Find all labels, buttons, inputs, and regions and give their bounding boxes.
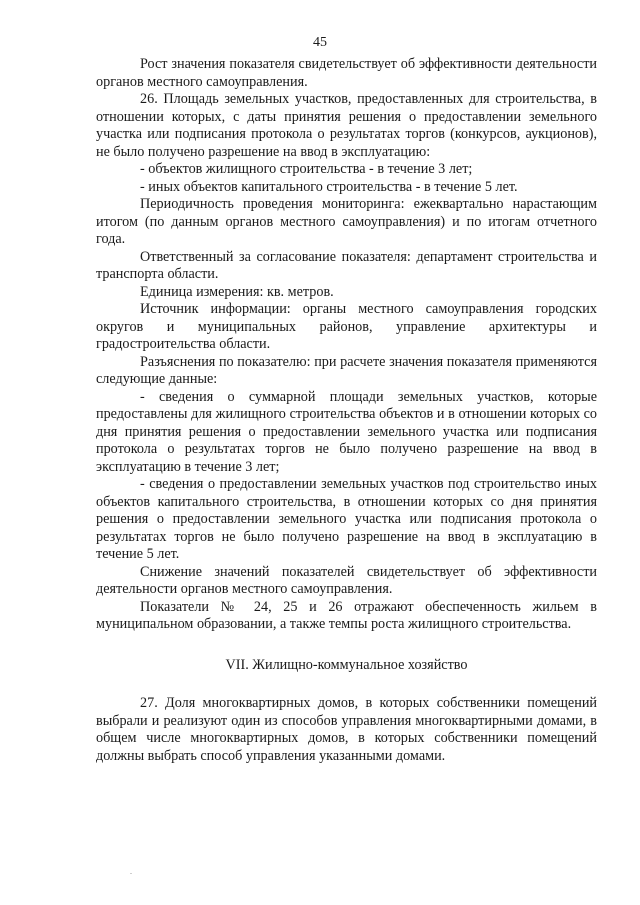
section-heading: VII. Жилищно-коммунальное хозяйство: [225, 656, 468, 673]
page-number: 45: [313, 35, 327, 50]
paragraph-decrease: Снижение значений показателей свидетельствует об эффективности деятельности органов местного самоуправления.: [96, 563, 597, 597]
document-body: [96, 56, 597, 765]
paragraph-growth-indicator: Рост значения показателя свидетельствует об эффективности деятельности органов местного самоуправления.: [96, 56, 597, 90]
paragraph-data-housing: - сведения о суммарной площади земельных участков, которые предоставлены для жилищного строительства объектов и в отношении которых со дня принятия решения о предоставлении земельного участка или подписания протокола о результатах торгов не было получено разрешение на ввод в эксплуатацию в течение 3 лет;: [96, 388, 597, 475]
list-item-capital: - иных объектов капитального строительства - в течение 5 лет.: [140, 178, 518, 195]
paragraph-data-capital: - сведения о предоставлении земельных участков под строительство иных объектов капитального строительства, в отношении которых со дня принятия решения о предоставлении земельного участка или подписания протокола о результатах торгов не было получено разрешение на ввод в эксплуатацию в течение 5 лет.: [96, 476, 597, 562]
paragraph-indicators-24-26: Показатели № 24, 25 и 26 отражают обеспеченность жильем в муниципальном образовании, а также темпы роста жилищного строительства.: [96, 598, 597, 632]
paragraph-responsible: Ответственный за согласование показателя: департамент строительства и транспорта области.: [96, 248, 597, 282]
list-item-housing: - объектов жилищного строительства - в течение 3 лет;: [140, 161, 473, 177]
paragraph-monitoring-period: Периодичность проведения мониторинга: ежеквартально нарастающим итогом (по данным органов местного самоуправления) и по итогам отчетного года.: [96, 196, 597, 247]
paragraph-explanation: Разъяснения по показателю: при расчете значения показателя применяются следующие данные:: [96, 353, 597, 387]
paragraph-unit: Единица измерения: кв. метров.: [140, 283, 334, 300]
paragraph-item-26: 26. Площадь земельных участков, предоставленных для строительства, в отношении которых, с даты принятия решения о предоставлении земельного участка или подписания протокола о результатах торгов (конкурсов, аукционов), не было получено разрешение на ввод в эксплуатацию:: [96, 91, 597, 160]
paragraph-source: Источник информации: органы местного самоуправления городских округов и муниципальных районов, управление архитектуры и градостроительства области.: [96, 301, 597, 352]
scan-speck: [130, 873, 132, 874]
paragraph-item-27: 27. Доля многоквартирных домов, в которых собственники помещений выбрали и реализуют один из способов управления многоквартирными домами, в общем числе многоквартирных домов, в которых собственники помещений должны выбрать способ управления указанными домами.: [96, 695, 597, 764]
